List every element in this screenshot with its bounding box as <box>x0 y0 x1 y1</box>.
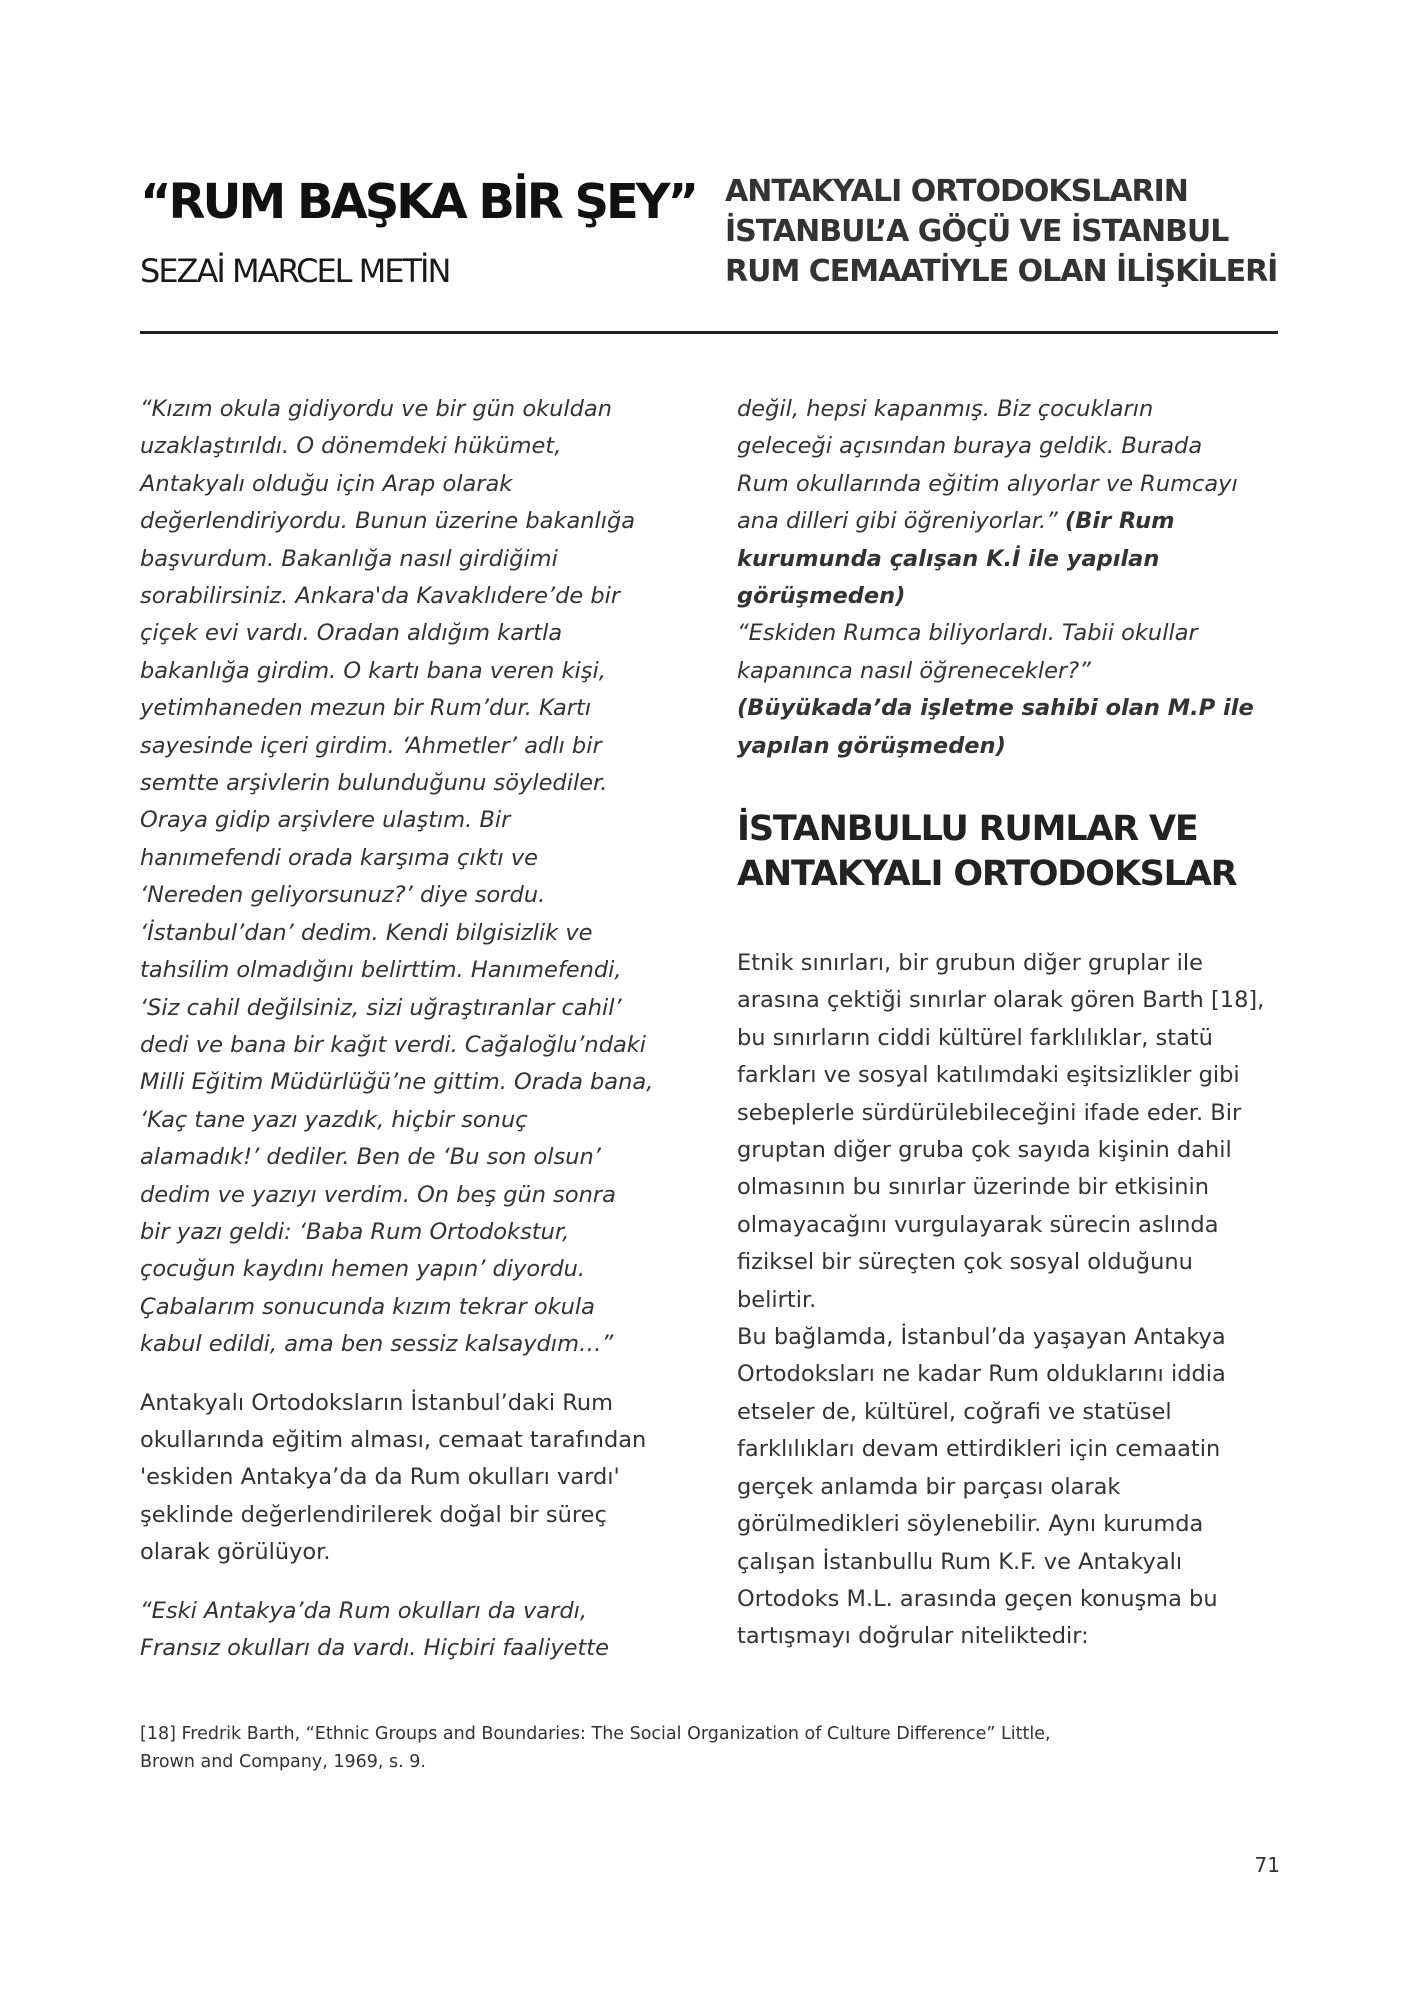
quote-source: (Bir Rum <box>1064 508 1175 535</box>
text-line: uzaklaştırıldı. O dönemdeki hükümet, <box>140 433 562 460</box>
text-line: farklılıkları devam ettirdikleri için cemaatin <box>737 1436 1221 1463</box>
text-line: bu sınırların ciddi kültürel farklılıklar, statü <box>737 1024 1213 1051</box>
text-line: bir yazı geldi: ‘Baba Rum Ortodokstur, <box>140 1218 570 1245</box>
text-line: olmayacağını vurgulayarak sürecin aslında <box>737 1211 1219 1238</box>
text-line: yetimhaneden mezun bir Rum’dur. Kartı <box>140 695 592 722</box>
header-divider <box>140 331 1278 334</box>
text-line: Bu bağlamda, İstanbul’da yaşayan Antakya <box>737 1324 1226 1351</box>
article-title: “RUM BAŞKA BİR ŞEY” <box>140 174 697 230</box>
text-line: belirtir. <box>737 1286 817 1313</box>
text-line: “Kızım okula gidiyordu ve bir gün okuldan <box>140 396 612 422</box>
quote-source: kurumunda çalışan K.İ ile yapılan <box>737 545 1160 572</box>
footnote-line: [18] Fredrik Barth, “Ethnic Groups and Boundaries: The Social Organization of Culture Difference” Little, <box>140 1724 1051 1744</box>
interview-quote-2-continued <box>737 391 1282 765</box>
section-heading <box>737 807 1297 897</box>
text-line: olarak görülüyor. <box>140 1539 331 1566</box>
text-line: ‘Nereden geliyorsunuz?’ diye sordu. <box>140 882 546 909</box>
text-line: arasına çektiği sınırlar olarak gören Barth [18], <box>737 987 1265 1014</box>
left-column <box>140 391 680 1667</box>
quote-text: ana dilleri gibi öğreniyorlar.” <box>737 508 1058 535</box>
text-line: çalışan İstanbullu Rum K.F. ve Antakyalı <box>737 1548 1183 1575</box>
text-line: fiziksel bir süreçten çok sosyal olduğunu <box>737 1249 1193 1276</box>
text-line: ‘İstanbul’dan’ dedim. Kendi bilgisizlik ve <box>140 919 593 946</box>
section-body <box>737 945 1282 1656</box>
text-line: kabul edildi, ama ben sessiz kalsaydım…” <box>140 1331 614 1358</box>
text-line: olmasının bu sınırlar üzerinde bir etkisinin <box>737 1174 1210 1201</box>
text-line: Milli Eğitim Müdürlüğü’ne gittim. Orada bana, <box>140 1069 654 1096</box>
text-line: çiçek evi vardı. Oradan aldığım kartla <box>140 620 563 647</box>
body-paragraph <box>140 1385 680 1572</box>
text-line: bakanlığa girdim. O kartı bana veren kişi, <box>140 657 606 684</box>
text-line: 'eskiden Antakya’da da Rum okulları vardı' <box>140 1464 620 1491</box>
page-header <box>140 172 1280 337</box>
text-line: ‘Kaç tane yazı yazdık, hiçbir sonuç <box>140 1106 528 1133</box>
text-line: ‘Siz cahil değilsiniz, sizi uğraştıranlar cahil’ <box>140 994 622 1021</box>
interview-quote-1 <box>140 391 680 1364</box>
text-line: okullarında eğitim alması, cemaat tarafından <box>140 1426 647 1453</box>
text-line <box>737 503 1282 540</box>
right-column <box>737 391 1282 765</box>
text-line: değerlendiriyordu. Bunun üzerine bakanlığa <box>140 508 636 535</box>
author-name: SEZAİ MARCEL METİN <box>140 252 450 290</box>
text-line: tartışmayı doğrular niteliktedir: <box>737 1623 1089 1650</box>
interview-quote-2 <box>140 1593 680 1668</box>
text-line: Fransız okulları da vardı. Hiçbiri faaliyette <box>140 1635 609 1661</box>
text-line: Ortodoks M.L. arasında geçen konuşma bu <box>737 1585 1218 1612</box>
text-line: “Eski Antakya’da Rum okulları da vardı, <box>140 1597 588 1624</box>
subtitle-line: RUM CEMAATİYLE OLAN İLİŞKİLERİ <box>725 254 1278 289</box>
text-line: Antakyalı olduğu için Arap olarak <box>140 470 513 497</box>
text-line: farkları ve sosyal katılımdaki eşitsizlikler gibi <box>737 1062 1240 1089</box>
text-line: gerçek anlamda bir parçası olarak <box>737 1473 1121 1500</box>
text-line: başvurdum. Bakanlığa nasıl girdiğimi <box>140 545 558 572</box>
text-line: gruptan diğer gruba çok sayıda kişinin dahil <box>737 1137 1232 1164</box>
section-heading-line: İSTANBULLU RUMLAR VE <box>737 809 1198 849</box>
section-heading-line: ANTAKYALI ORTODOKSLAR <box>737 854 1237 894</box>
subtitle-line: ANTAKYALI ORTODOKSLARIN <box>725 174 1188 209</box>
text-line: sayesinde içeri girdim. ‘Ahmetler’ adlı bir <box>140 732 602 759</box>
text-line: sorabilirsiniz. Ankara'da Kavaklıdere’de bir <box>140 583 621 610</box>
text-line: görülmedikleri söylenebilir. Aynı kurumda <box>737 1511 1204 1538</box>
text-line: sebeplerle sürdürülebileceğini ifade eder. Bir <box>737 1099 1242 1126</box>
subtitle-line: İSTANBUL’A GÖÇÜ VE İSTANBUL <box>725 214 1229 249</box>
text-line: kapanınca nasıl öğrenecekler?” <box>737 657 1091 684</box>
text-line: Oraya gidip arşivlere ulaştım. Bir <box>140 807 511 834</box>
text-line: alamadık!’ dediler. Ben de ‘Bu son olsun’ <box>140 1144 601 1171</box>
text-line: Etnik sınırları, bir grubun diğer gruplar ile <box>737 950 1203 976</box>
text-line: dedim ve yazıyı verdim. On beş gün sonra <box>140 1181 616 1208</box>
text-line: hanımefendi orada karşıma çıktı ve <box>140 844 538 871</box>
text-line: geleceği açısından buraya geldik. Burada <box>737 433 1203 460</box>
quote-source: yapılan görüşmeden) <box>737 732 1006 759</box>
text-line: Çabalarım sonucunda kızım tekrar okula <box>140 1293 595 1320</box>
article-subtitle <box>725 172 1285 292</box>
text-line: değil, hepsi kapanmış. Biz çocukların <box>737 396 1154 422</box>
text-line: etseler de, kültürel, coğrafi ve statüsel <box>737 1398 1172 1425</box>
text-line: dedi ve bana bir kağıt verdi. Cağaloğlu’ndaki <box>140 1031 647 1058</box>
quote-source: (Büyükada’da işletme sahibi olan M.P ile <box>737 695 1254 722</box>
page-number: 71 <box>1254 1853 1280 1877</box>
text-line: çocuğun kaydını hemen yapın’ diyordu. <box>140 1256 586 1283</box>
text-line: “Eskiden Rumca biliyorlardı. Tabii okullar <box>737 620 1198 647</box>
text-line: şeklinde değerlendirilerek doğal bir süreç <box>140 1501 607 1528</box>
text-line: Rum okullarında eğitim alıyorlar ve Rumcayı <box>737 470 1238 497</box>
quote-source: görüşmeden) <box>737 583 906 610</box>
text-line: tahsilim olmadığını belirttim. Hanımefendi, <box>140 957 622 984</box>
text-line: Antakyalı Ortodoksların İstanbul’daki Rum <box>140 1389 614 1416</box>
text-line: Ortodoksları ne kadar Rum olduklarını iddia <box>737 1361 1226 1388</box>
footnote-line: Brown and Company, 1969, s. 9. <box>140 1752 426 1772</box>
footnote <box>140 1720 1280 1776</box>
text-line: semtte arşivlerin bulunduğunu söylediler. <box>140 770 608 797</box>
